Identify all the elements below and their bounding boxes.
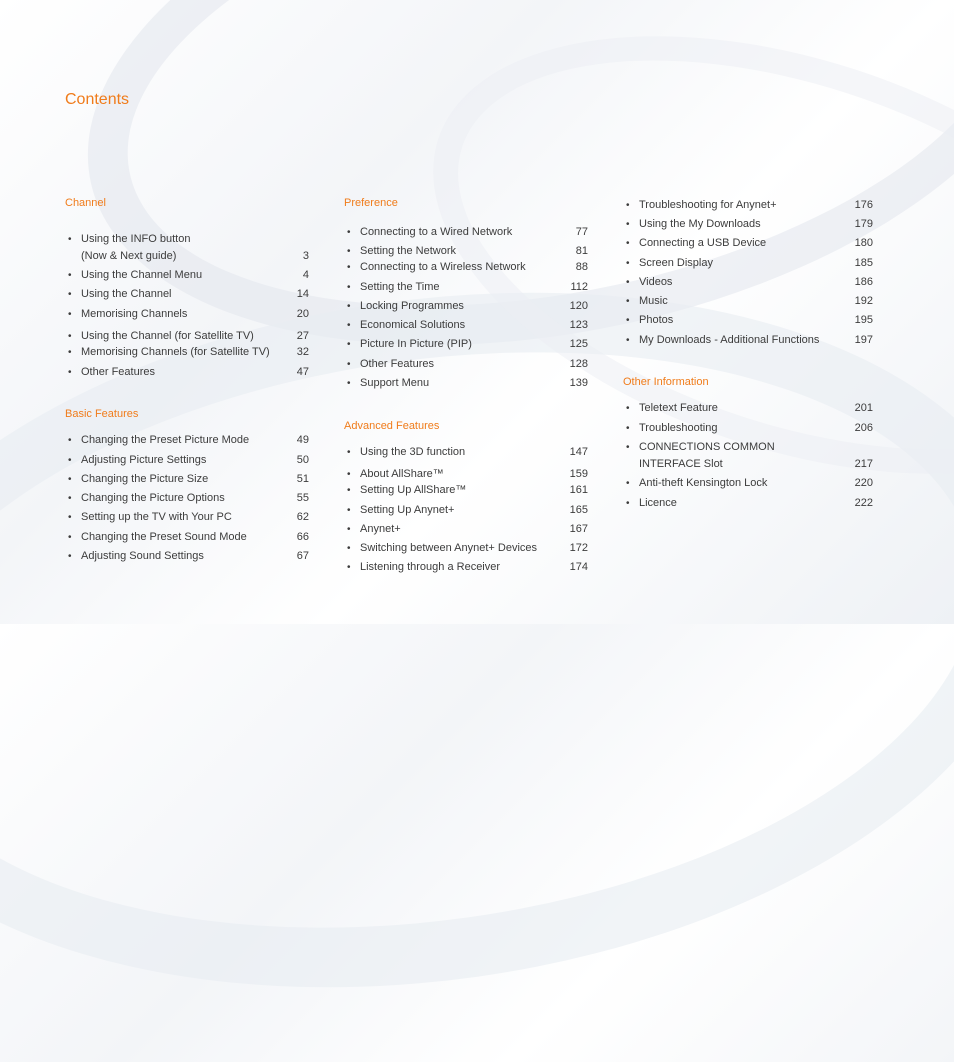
toc-entry-page-number: 176 — [854, 199, 873, 211]
toc-entry-label: Changing the Preset Picture Mode — [81, 434, 250, 446]
toc-entry[interactable] — [623, 274, 873, 291]
toc-entry-page-number: 201 — [854, 402, 873, 414]
toc-entry-page-number: 186 — [854, 276, 873, 288]
toc-entry[interactable] — [344, 466, 588, 483]
page-title: Contents — [65, 91, 130, 108]
bullet-icon: • — [68, 512, 72, 523]
toc-entry[interactable] — [65, 231, 309, 265]
toc-entry-label: Using the Channel — [81, 288, 172, 300]
toc-entry-page-number: 27 — [296, 330, 309, 342]
bullet-icon: • — [626, 277, 630, 288]
toc-entry-label: Troubleshooting — [639, 422, 718, 434]
toc-entry[interactable] — [65, 286, 309, 303]
toc-entry[interactable] — [65, 548, 309, 565]
section-heading: Advanced Features — [344, 420, 440, 432]
toc-entry-label: Music — [639, 295, 668, 307]
bullet-icon: • — [68, 347, 72, 358]
bullet-icon: • — [68, 367, 72, 378]
toc-entry-label: Changing the Picture Size — [81, 473, 209, 485]
bullet-icon: • — [626, 403, 630, 414]
toc-entry-page-number: 3 — [302, 250, 309, 262]
toc-entry-page-number: 206 — [854, 422, 873, 434]
bullet-icon: • — [347, 262, 351, 273]
bullet-icon: • — [347, 246, 351, 257]
toc-entry-label: Using the Channel (for Satellite TV) — [81, 330, 254, 342]
bullet-icon: • — [347, 505, 351, 516]
toc-entry-page-number: 167 — [569, 523, 588, 535]
toc-entry-page-number: 4 — [302, 269, 309, 281]
toc-entry[interactable] — [344, 502, 588, 519]
toc-entry-page-number: 180 — [854, 237, 873, 249]
bullet-icon: • — [626, 200, 630, 211]
bullet-icon: • — [347, 543, 351, 554]
toc-entry-label: Setting Up Anynet+ — [360, 504, 455, 516]
bullet-icon: • — [68, 331, 72, 342]
toc-entry-page-number: 161 — [569, 484, 588, 496]
toc-entry-label: Troubleshooting for Anynet+ — [639, 199, 777, 211]
toc-entry-page-number: 197 — [854, 334, 873, 346]
toc-entry[interactable] — [344, 279, 588, 296]
bullet-icon: • — [626, 219, 630, 230]
toc-entry-page-number: 172 — [569, 542, 588, 554]
section-heading: Basic Features — [65, 408, 139, 420]
toc-entry-label: Setting up the TV with Your PC — [81, 511, 232, 523]
toc-entry[interactable] — [344, 540, 588, 557]
toc-entry-label: Connecting to a Wired Network — [360, 226, 513, 238]
bullet-icon: • — [347, 359, 351, 370]
toc-entry[interactable] — [65, 267, 309, 284]
bullet-icon: • — [347, 485, 351, 496]
toc-entry[interactable] — [344, 482, 588, 499]
bullet-icon: • — [68, 455, 72, 466]
bullet-icon: • — [68, 270, 72, 281]
toc-entry[interactable] — [344, 559, 588, 576]
bullet-icon: • — [68, 493, 72, 504]
toc-entry-page-number: 159 — [569, 468, 588, 480]
toc-entry-page-number: 192 — [854, 295, 873, 307]
toc-entry-label: Support Menu — [360, 377, 430, 389]
toc-entry-page-number: 77 — [575, 226, 588, 238]
toc-entry-page-number: 20 — [296, 308, 309, 320]
bullet-icon: • — [68, 435, 72, 446]
toc-entry-page-number: 179 — [854, 218, 873, 230]
toc-entry-page-number: 139 — [569, 377, 588, 389]
bullet-icon: • — [626, 258, 630, 269]
bullet-icon: • — [347, 320, 351, 331]
bullet-icon: • — [626, 315, 630, 326]
toc-entry-page-number: 66 — [296, 531, 309, 543]
bullet-icon: • — [347, 524, 351, 535]
toc-entry[interactable] — [65, 509, 309, 526]
toc-entry-page-number: 47 — [296, 366, 309, 378]
toc-entry-page-number: 32 — [296, 346, 309, 358]
section-heading: Channel — [65, 197, 106, 209]
toc-entry-label: Using the My Downloads — [639, 218, 761, 230]
toc-entry[interactable] — [623, 495, 873, 512]
bullet-icon: • — [68, 289, 72, 300]
toc-entry[interactable] — [344, 521, 588, 538]
toc-entry[interactable] — [65, 529, 309, 546]
toc-entry-label: Switching between Anynet+ Devices — [360, 542, 538, 554]
toc-entry-label: Using the INFO button — [81, 233, 191, 245]
bullet-icon: • — [347, 378, 351, 389]
toc-entry-page-number: 128 — [569, 358, 588, 370]
toc-entry[interactable] — [344, 224, 588, 241]
toc-entry[interactable] — [623, 420, 873, 437]
toc-entry-label: Anynet+ — [360, 523, 401, 535]
bullet-icon: • — [347, 227, 351, 238]
toc-entry-label: Other Features — [360, 358, 434, 370]
toc-entry[interactable] — [65, 328, 309, 345]
toc-entry[interactable] — [344, 356, 588, 373]
toc-entry-label-continued: INTERFACE Slot — [639, 458, 723, 470]
toc-entry[interactable] — [65, 452, 309, 469]
toc-entry-label: Connecting a USB Device — [639, 237, 767, 249]
bullet-icon: • — [626, 423, 630, 434]
toc-entry-page-number: 81 — [575, 245, 588, 257]
toc-entry-label: Picture In Picture (PIP) — [360, 338, 472, 350]
toc-entry-label: Economical Solutions — [360, 319, 466, 331]
toc-entry-label: Setting Up AllShare™ — [360, 484, 467, 496]
toc-entry-label: Listening through a Receiver — [360, 561, 501, 573]
toc-entry-page-number: 67 — [296, 550, 309, 562]
toc-entry-page-number: 49 — [296, 434, 309, 446]
toc-entry[interactable] — [623, 235, 873, 252]
toc-entry[interactable] — [344, 298, 588, 315]
toc-entry[interactable] — [344, 375, 588, 392]
toc-entry-label: Adjusting Picture Settings — [81, 454, 207, 466]
toc-entry-page-number: 147 — [569, 446, 588, 458]
toc-entry-page-number: 88 — [575, 261, 588, 273]
toc-entry[interactable] — [65, 490, 309, 507]
toc-entry[interactable] — [65, 364, 309, 381]
bullet-icon: • — [626, 335, 630, 346]
toc-entry-label: CONNECTIONS COMMON — [639, 441, 775, 453]
toc-entry[interactable] — [344, 243, 588, 260]
toc-entry-label: Videos — [639, 276, 673, 288]
toc-entry-label: My Downloads - Additional Functions — [639, 334, 820, 346]
bullet-icon: • — [626, 478, 630, 489]
toc-entry-page-number: 62 — [296, 511, 309, 523]
toc-entry[interactable] — [623, 293, 873, 310]
toc-entry-label: Anti-theft Kensington Lock — [639, 477, 768, 489]
toc-entry-label: Connecting to a Wireless Network — [360, 261, 526, 273]
bullet-icon: • — [626, 498, 630, 509]
section-heading: Other Information — [623, 376, 709, 388]
toc-entry[interactable] — [623, 255, 873, 272]
toc-entry-page-number: 50 — [296, 454, 309, 466]
toc-entry-page-number: 112 — [570, 281, 588, 293]
toc-entry-label: Changing the Picture Options — [81, 492, 225, 504]
toc-entry[interactable] — [65, 432, 309, 449]
toc-entry-page-number: 217 — [854, 458, 873, 470]
toc-entry[interactable] — [623, 197, 873, 214]
toc-entry-label: Other Features — [81, 366, 155, 378]
toc-entry-label: Licence — [639, 497, 677, 509]
toc-entry-page-number: 195 — [854, 314, 873, 326]
toc-entry-page-number: 123 — [569, 319, 588, 331]
toc-entry[interactable] — [623, 400, 873, 417]
bullet-icon: • — [347, 301, 351, 312]
bullet-icon: • — [626, 296, 630, 307]
toc-entry-label: About AllShare™ — [360, 468, 444, 480]
toc-entry[interactable] — [65, 471, 309, 488]
toc-entry-label: Memorising Channels (for Satellite TV) — [81, 346, 270, 358]
toc-entry[interactable] — [344, 336, 588, 353]
bullet-icon: • — [68, 234, 72, 245]
toc-entry-page-number: 165 — [569, 504, 588, 516]
toc-entry-label: Setting the Time — [360, 281, 440, 293]
bullet-icon: • — [626, 442, 630, 453]
bullet-icon: • — [347, 282, 351, 293]
bullet-icon: • — [347, 562, 351, 573]
toc-entry[interactable] — [65, 306, 309, 323]
toc-entry-label: Adjusting Sound Settings — [81, 550, 204, 562]
bullet-icon: • — [68, 309, 72, 320]
toc-entry-page-number: 120 — [569, 300, 588, 312]
toc-entry[interactable] — [623, 332, 873, 349]
bullet-icon: • — [347, 447, 351, 458]
toc-entry-label: Memorising Channels — [81, 308, 188, 320]
toc-entry-page-number: 222 — [854, 497, 873, 509]
toc-entry[interactable] — [623, 312, 873, 329]
toc-entry-page-number: 185 — [854, 257, 873, 269]
bullet-icon: • — [347, 469, 351, 480]
toc-entry-label-continued: (Now & Next guide) — [81, 250, 177, 262]
bullet-icon: • — [68, 532, 72, 543]
toc-entry-label: Using the 3D function — [360, 446, 466, 458]
toc-entry[interactable] — [65, 344, 309, 361]
toc-entry-label: Using the Channel Menu — [81, 269, 203, 281]
toc-entry-label: Locking Programmes — [360, 300, 464, 312]
toc-entry-page-number: 125 — [569, 338, 588, 350]
toc-entry-page-number: 51 — [296, 473, 309, 485]
section-heading: Preference — [344, 197, 398, 209]
toc-entry-page-number: 220 — [854, 477, 873, 489]
toc-entry-page-number: 55 — [296, 492, 309, 504]
bullet-icon: • — [68, 551, 72, 562]
bullet-icon: • — [347, 339, 351, 350]
toc-entry-label: Teletext Feature — [639, 402, 718, 414]
bullet-icon: • — [68, 474, 72, 485]
toc-entry-label: Changing the Preset Sound Mode — [81, 531, 247, 543]
toc-entry-label: Screen Display — [639, 257, 713, 269]
toc-entry[interactable] — [344, 317, 588, 334]
toc-entry[interactable] — [344, 259, 588, 276]
toc-entry-page-number: 174 — [569, 561, 588, 573]
toc-entry[interactable] — [344, 444, 588, 461]
toc-entry-label: Photos — [639, 314, 674, 326]
toc-entry[interactable] — [623, 216, 873, 233]
toc-entry-label: Setting the Network — [360, 245, 456, 257]
toc-entry-page-number: 14 — [296, 288, 309, 300]
toc-entry[interactable] — [623, 475, 873, 492]
bullet-icon: • — [626, 238, 630, 249]
toc-entry[interactable] — [623, 439, 873, 473]
